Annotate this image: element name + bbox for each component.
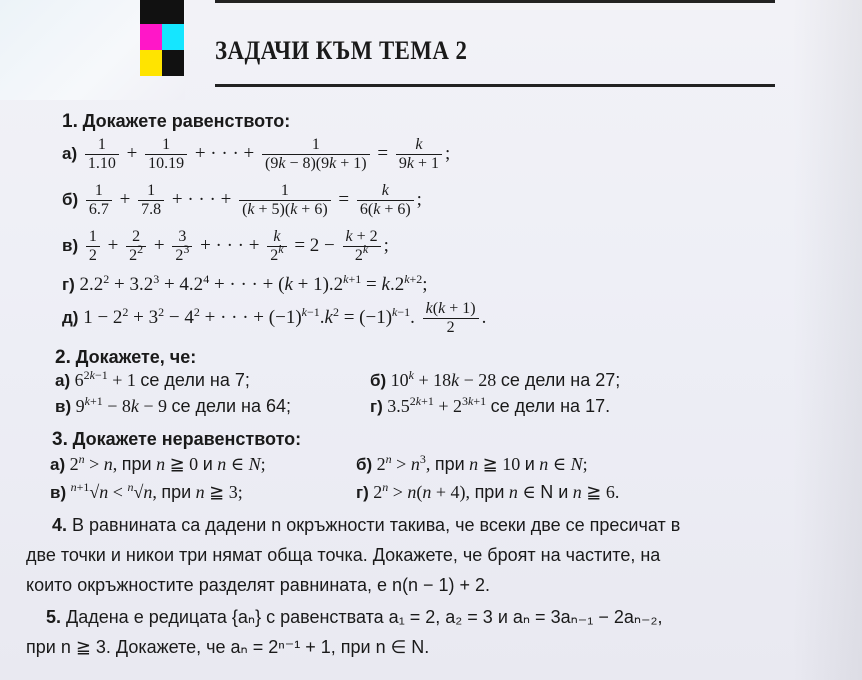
word-and: N и <box>540 482 569 502</box>
top-rule <box>215 0 775 3</box>
word-when: при <box>121 454 152 474</box>
problem-number: 5. <box>46 607 62 627</box>
problem-2-heading <box>55 346 196 369</box>
problem-3-heading <box>52 428 301 451</box>
fraction: $\frac{1}{10.19}$ <box>145 136 187 173</box>
fraction: $\frac{1}{(9k - 8)(9k + 1)}$ <box>262 136 370 173</box>
fraction: $\frac{3}{2^3}$ <box>172 228 192 265</box>
fraction: $\frac{1}{(k + 5)(k + 6)}$ <box>239 182 331 219</box>
problem-text: Дадена е редицата {aₙ} с равенствата a₁ = 2, a₂ = 3 и aₙ = 3aₙ₋₁ − 2aₙ₋₂, <box>66 607 663 627</box>
item-label: д) <box>62 307 79 327</box>
item-label: а) <box>62 143 78 163</box>
fraction: $\frac{k}{6(k + 6)}$ <box>357 182 414 219</box>
problem-3g: г) $2^n > n(n + 4)$, при n ∈ N и n ≧ 6. <box>356 480 620 502</box>
problem-4-line-2: две точки и никои три нямат обща точка. Докажете, че броят на частите, на <box>26 545 661 565</box>
problem-1-heading <box>62 110 290 133</box>
item-text: се дели на 7; <box>140 370 250 390</box>
fraction: $\frac{k}{2^k}$ <box>267 228 286 265</box>
fraction: $\frac{k(k + 1)}{2}$ <box>423 300 479 337</box>
word-and: и <box>202 454 213 474</box>
item-label: в) <box>62 235 79 255</box>
problem-3a: а) $2^n > n$, при n ≧ 0 и n ∈ N; <box>50 452 266 474</box>
problem-2g: г) $3.5^{2k+1} + 2^{3k+1}$ се дели на 17. <box>370 394 611 416</box>
item-text: се дели на 27; <box>500 370 621 390</box>
title-rule <box>215 84 775 87</box>
item-label: г) <box>356 483 369 502</box>
fraction: $\frac{k + 2}{2^k}$ <box>343 228 381 265</box>
problem-1a: а) $\frac{1}{1.10}$ + $\frac{1}{10.19}$ + · · · + $\frac{1}{(9k - 8)(9k + 1)}$ = $\frac{k}{9k + 1}$ ; <box>62 136 451 172</box>
fraction: $\frac{1}{2}$ <box>86 228 100 265</box>
item-label: г) <box>370 397 383 416</box>
fraction: $\frac{k}{9k + 1}$ <box>396 136 442 173</box>
fraction: $\frac{1}{6.7}$ <box>86 182 112 219</box>
problem-4-line-3: които окръжностите разделят равнината, е n(n − 1) + 2. <box>26 575 491 595</box>
item-label: г) <box>62 275 75 294</box>
word-when: при <box>434 454 465 474</box>
problem-1g: г) $2.2^2 + 3.2^3 + 4.2^4$ + · · · + $(k + 1).2^{k+1} = k.2^{k+2}$; <box>62 272 428 295</box>
problem-1d: д) $1 - 2^2 + 3^2 - 4^2$ + · · · + $(-1)^{k-1}.k^2 = (-1)^{k-1}$. $\frac{k(k + 1)}{2}$ . <box>62 300 487 336</box>
problem-1b: б) $\frac{1}{6.7}$ + $\frac{1}{7.8}$ + · · · + $\frac{1}{(k + 5)(k + 6)}$ = $\frac{k}{6(k + 6)}$ ; <box>62 182 422 218</box>
problem-4-line-1 <box>52 514 680 536</box>
page-shadow <box>792 0 862 680</box>
problem-2a: а) $6^{2k-1} + 1$ се дели на 7; <box>55 368 250 390</box>
problem-3v: в) $^{n+1}$√n < $^n$√n, при n ≧ 3; <box>50 480 243 502</box>
problem-heading: Докажете, че: <box>75 347 197 367</box>
item-label: в) <box>55 397 72 416</box>
printer-color-swatch <box>140 24 162 50</box>
problem-number: 4. <box>52 515 68 535</box>
item-text: се дели на 17. <box>490 396 611 416</box>
printer-color-swatch <box>162 50 184 76</box>
fraction: $\frac{1}{1.10}$ <box>85 136 119 173</box>
word-when: при <box>474 482 505 502</box>
printer-color-swatch <box>162 24 184 50</box>
problem-heading: Докажете неравенството: <box>72 429 302 449</box>
item-label: а) <box>50 455 66 474</box>
problem-3b: б) $2^n > n^3$, при n ≧ 10 и n ∈ N; <box>356 452 588 474</box>
problem-text: В равнината са дадени n окръжности такива, че всеки две се пресичат в <box>72 515 681 535</box>
item-text: се дели на 64; <box>171 396 292 416</box>
fraction: $\frac{2}{2^2}$ <box>126 228 146 265</box>
problem-5-line-2: при n ≧ 3. Докажете, че aₙ = 2ⁿ⁻¹ + 1, при n ∈ N. <box>26 637 430 657</box>
word-when: при <box>161 482 192 502</box>
printer-color-swatch <box>140 0 184 24</box>
problem-number: 2. <box>55 347 71 368</box>
problem-heading: Докажете равенството: <box>82 111 291 131</box>
problem-number: 3. <box>52 429 68 450</box>
problem-5-line-1 <box>46 606 663 628</box>
word-and: и <box>524 454 535 474</box>
item-label: б) <box>370 371 387 390</box>
page-title: ЗАДАЧИ КЪМ ТЕМА 2 <box>215 36 468 65</box>
item-label: б) <box>62 189 79 209</box>
item-label: а) <box>55 371 71 390</box>
fraction: $\frac{1}{7.8}$ <box>138 182 164 219</box>
item-label: б) <box>356 455 373 474</box>
item-label: в) <box>50 483 67 502</box>
problem-2v: в) $9^{k+1} - 8k - 9$ се дели на 64; <box>55 394 292 416</box>
problem-2b: б) $10^k + 18k - 28$ се дели на 27; <box>370 368 621 390</box>
problem-1v: в) $\frac{1}{2}$ + $\frac{2}{2^2}$ + $\frac{3}{2^3}$ + · · · + $\frac{k}{2^k}$ = 2 − $\frac{k + 2}{2^k}$ ; <box>62 228 389 264</box>
problem-number: 1. <box>62 111 78 132</box>
